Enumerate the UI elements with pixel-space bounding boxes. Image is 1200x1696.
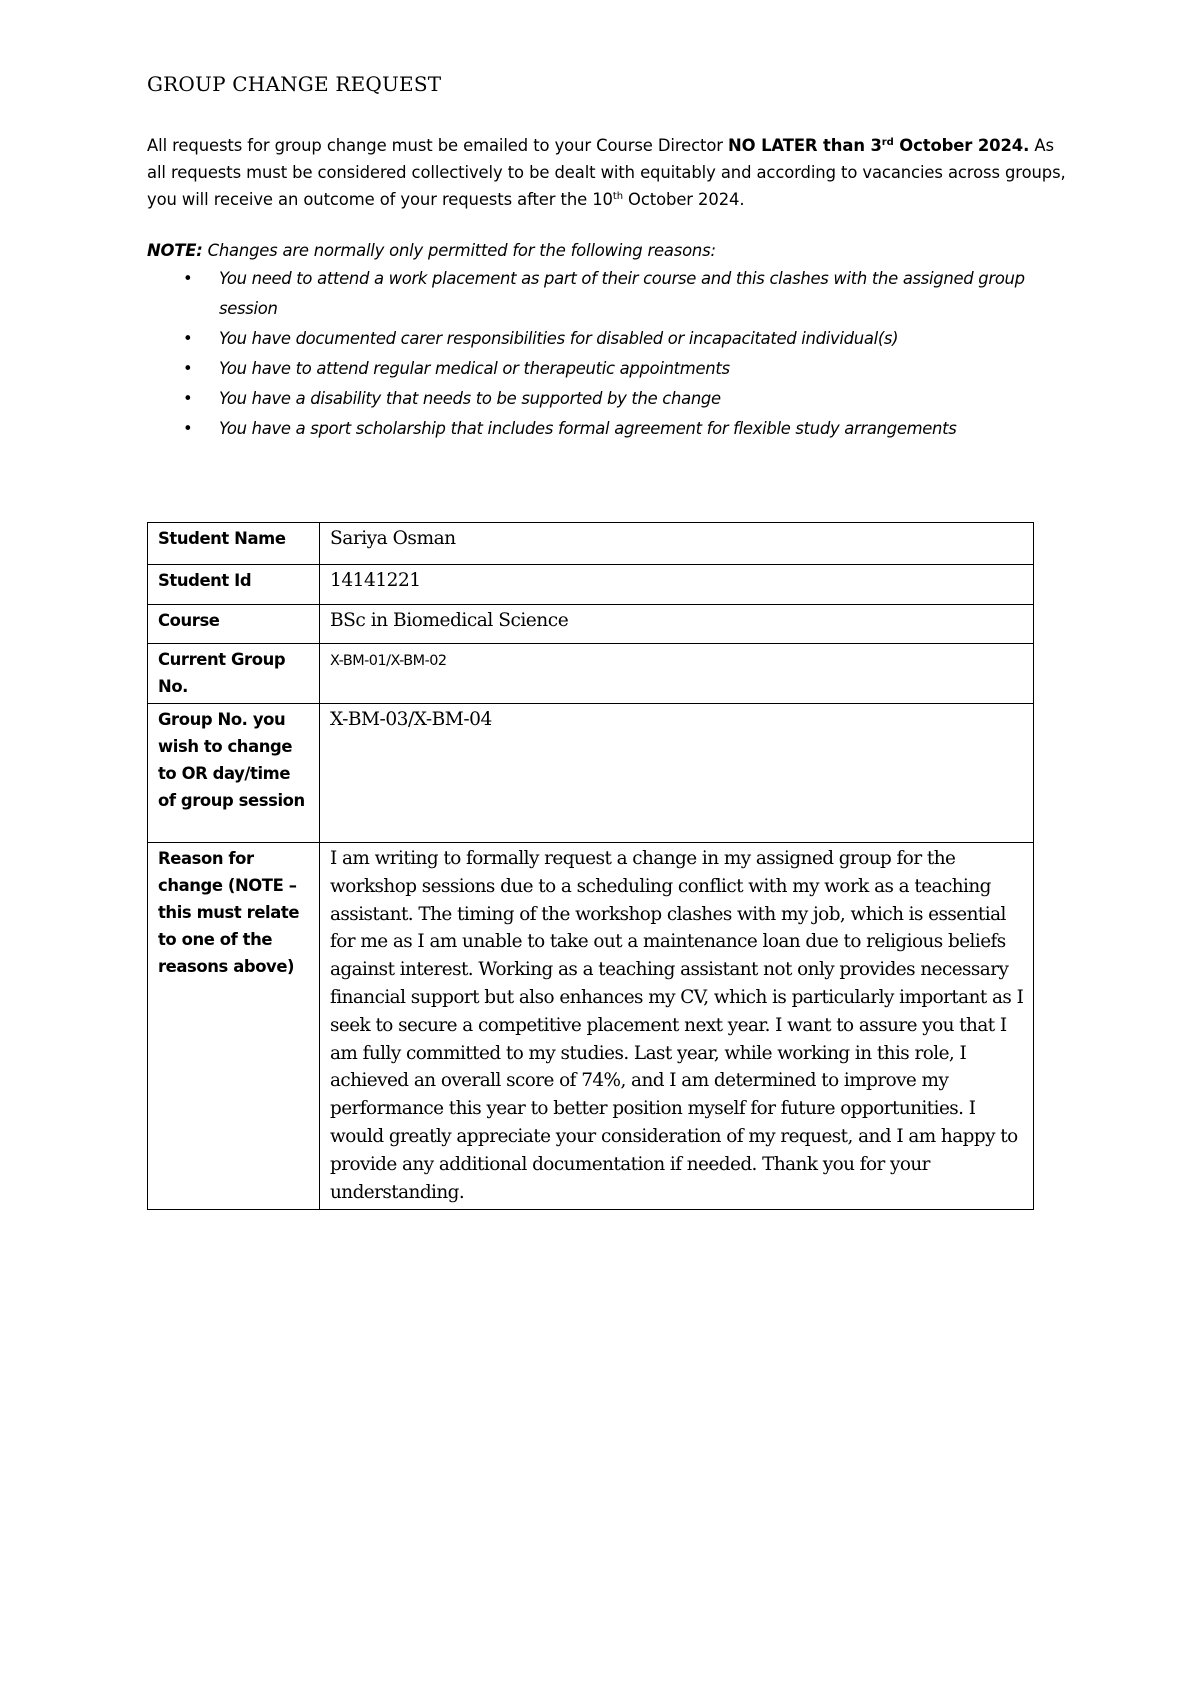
deadline-text-b: October 2024. — [893, 136, 1030, 155]
deadline-text — [728, 136, 1029, 155]
table-row — [148, 605, 1034, 644]
table-row — [148, 644, 1034, 704]
note-text: Changes are normally only permitted for the following reasons: — [202, 241, 716, 260]
reason-item: • You have documented carer responsibilities for disabled or incapacitated individual(s) — [183, 324, 1067, 354]
reason-value: I am writing to formally request a change in my assigned group for the workshop sessions due to a scheduling conflict with my work as a teaching assistant. The timing of the workshop clashes with my job, which is essential for me as I am unable to take out a maintenance loan due to religious beliefs against interest. Working as a teaching assistant not only provides necessary financial support but also enhances my CV, which is particularly important as I seek to secure a competitive placement next year. I want to assure you that I am fully committed to my studies. Last year, while working in this role, I achieved an overall score of 74%, and I am determined to improve my performance this year to better position myself for future opportunities. I would greatly appreciate your consideration of my request, and I am happy to provide any additional documentation if needed. Thank you for your understanding. — [320, 843, 1034, 1210]
document-title: GROUP CHANGE REQUEST — [147, 72, 442, 96]
deadline-ordinal: rd — [881, 137, 894, 148]
deadline-text-a: NO LATER than 3 — [728, 136, 882, 155]
current-group-label: Current Group No. — [148, 644, 320, 704]
reason-item: • You need to attend a work placement as part of their course and this clashes with the assigned group session — [183, 264, 1067, 324]
intro-paragraph — [147, 132, 1067, 213]
note-line — [147, 237, 1067, 264]
reasons-list — [147, 264, 1067, 444]
student-id-value: 14141221 — [320, 565, 1034, 605]
reason-item: • You have a sport scholarship that includes formal agreement for flexible study arrangements — [183, 414, 1067, 444]
reason-item: • You have to attend regular medical or therapeutic appointments — [183, 354, 1067, 384]
request-form-table — [147, 522, 1034, 1210]
reason-item: • You have a disability that needs to be supported by the change — [183, 384, 1067, 414]
note-label: NOTE: — [147, 241, 203, 260]
table-row — [148, 704, 1034, 843]
student-name-value: Sariya Osman — [320, 523, 1034, 565]
course-value: BSc in Biomedical Science — [320, 605, 1034, 644]
table-row — [148, 565, 1034, 605]
intro-text-3: October 2024. — [622, 190, 745, 209]
student-id-label: Student Id — [148, 565, 320, 605]
outcome-ordinal: th — [612, 191, 623, 202]
wish-group-label: Group No. you wish to change to OR day/time of group session — [148, 704, 320, 843]
document-page — [147, 70, 1067, 444]
reason-label: Reason for change (NOTE – this must relate to one of the reasons above) — [148, 843, 320, 1210]
intro-text-1: All requests for group change must be emailed to your Course Director — [147, 136, 729, 155]
table-row — [148, 523, 1034, 565]
wish-group-value: X-BM-03/X-BM-04 — [320, 704, 1034, 843]
current-group-value: X-BM-01/X-BM-02 — [320, 644, 1034, 704]
course-label: Course — [148, 605, 320, 644]
table-row — [148, 843, 1034, 1210]
intro-text-2: As all requests must be considered collectively to be dealt with equitably and according to vacancies across groups, you will receive an outcome of your requests after the 10 — [147, 136, 1066, 209]
student-name-label: Student Name — [148, 523, 320, 565]
